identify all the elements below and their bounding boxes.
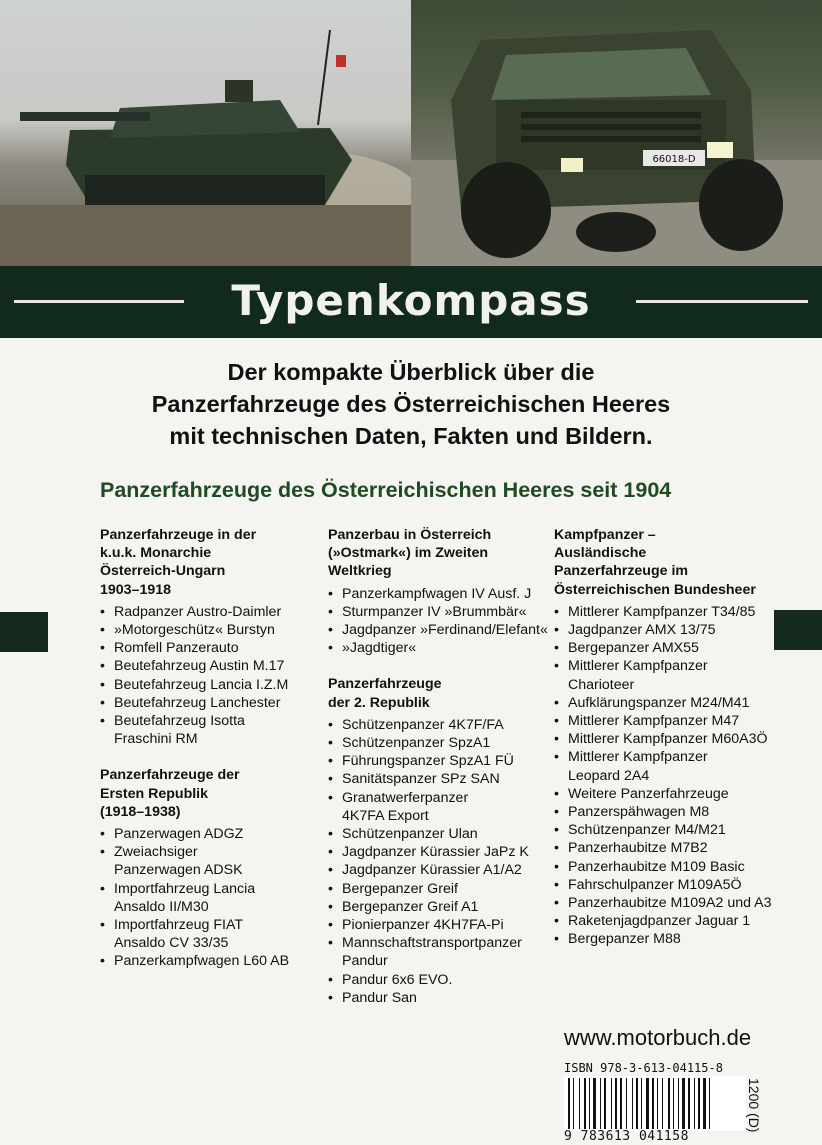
- list-item: • Mittlerer Kampfpanzer: [554, 657, 780, 675]
- list-item: • Sanitätspanzer SPz SAN: [328, 770, 550, 788]
- list-item: • Beutefahrzeug Austin M.17: [100, 657, 320, 675]
- barcode-bar: [698, 1078, 700, 1129]
- barcode-bar: [604, 1078, 606, 1129]
- armored-vehicle-photo: [411, 0, 822, 266]
- section-title: [554, 526, 780, 599]
- section-title-line: Panzerfahrzeuge im: [554, 563, 689, 580]
- section-title-line: Österreich-Ungarn: [100, 563, 226, 580]
- list-item: • Weitere Panzerfahrzeuge: [554, 785, 780, 803]
- barcode-bar: [600, 1078, 601, 1129]
- tagline-line: mit technischen Daten, Fakten und Bildern.: [169, 423, 653, 449]
- section-title-line: Panzerfahrzeuge der: [100, 767, 240, 784]
- list-item: • Schützenpanzer SpzA1: [328, 734, 550, 752]
- barcode: [564, 1076, 746, 1131]
- isbn: ISBN 978-3-613-04115-8: [564, 1061, 723, 1075]
- column-1: [100, 526, 320, 971]
- vehicle-list: [554, 603, 780, 949]
- list-item: • Panzerkampfwagen IV Ausf. J: [328, 585, 550, 603]
- list-item: • Panzerwagen ADGZ: [100, 825, 320, 843]
- vehicle-list: [100, 825, 320, 971]
- barcode-bar: [579, 1078, 580, 1129]
- list-item-continuation: [100, 934, 320, 952]
- barcode-bar: [593, 1078, 596, 1129]
- section-title-line: Weltkrieg: [328, 563, 392, 580]
- cover-photos: [0, 0, 822, 266]
- list-item: • Beutefahrzeug Lancia I.Z.M: [100, 676, 320, 694]
- headline: Panzerfahrzeuge des Österreichischen Heeres seit 1904: [100, 478, 672, 502]
- list-item: • Bergepanzer Greif A1: [328, 898, 550, 916]
- list-item: • Importfahrzeug FIAT: [100, 916, 320, 934]
- list-item: • Panzerspähwagen M8: [554, 803, 780, 821]
- list-item: • Bergepanzer Greif: [328, 880, 550, 898]
- barcode-bar: [641, 1078, 642, 1129]
- tagline-line: Der kompakte Überblick über die: [227, 359, 595, 385]
- barcode-bar: [626, 1078, 627, 1129]
- list-item: • Mittlerer Kampfpanzer T34/85: [554, 603, 780, 621]
- list-item: • Beutefahrzeug Isotta: [100, 712, 320, 730]
- list-item: • Pandur San: [328, 989, 550, 1007]
- list-item-continuation: [100, 898, 320, 916]
- list-item: • Schützenpanzer Ulan: [328, 825, 550, 843]
- list-item: • Aufklärungspanzer M24/M41: [554, 694, 780, 712]
- publisher-website: www.motorbuch.de: [564, 1025, 752, 1050]
- list-item-text: Ansaldo CV 33/35: [114, 935, 229, 952]
- barcode-bar: [584, 1078, 586, 1129]
- barcode-bar: [568, 1078, 570, 1129]
- list-item: • Panzerhaubitze M109A2 und A3: [554, 894, 780, 912]
- section-title-line: Ausländische: [554, 545, 647, 562]
- list-item: • Schützenpanzer M4/M21: [554, 821, 780, 839]
- section-title-line: (»Ostmark«) im Zweiten: [328, 545, 489, 562]
- section-title: [100, 766, 320, 821]
- list-item-text: Fraschini RM: [114, 731, 198, 748]
- series-title: Typenkompass: [231, 276, 591, 325]
- list-item: • Radpanzer Austro-Daimler: [100, 603, 320, 621]
- vehicle-list: [100, 603, 320, 749]
- list-item: • Mittlerer Kampfpanzer M47: [554, 712, 780, 730]
- list-item-text: Pandur: [342, 953, 388, 970]
- list-item: • Jagdpanzer Kürassier JaPz K: [328, 843, 550, 861]
- barcode-bar: [688, 1078, 690, 1129]
- list-item: • Mittlerer Kampfpanzer M60A3Ö: [554, 730, 780, 748]
- list-item: • Jagdpanzer AMX 13/75: [554, 621, 780, 639]
- vehicle-list: [328, 716, 550, 1007]
- barcode-bar: [611, 1078, 612, 1129]
- barcode-bar: [662, 1078, 663, 1129]
- column-2: [328, 526, 550, 1007]
- list-item: • Pandur 6x6 EVO.: [328, 971, 550, 989]
- list-item: • Führungspanzer SpzA1 FÜ: [328, 752, 550, 770]
- list-item-continuation: [100, 730, 320, 748]
- list-item-continuation: [554, 676, 780, 694]
- barcode-bar: [646, 1078, 649, 1129]
- list-item: • Jagdpanzer »Ferdinand/Elefant«: [328, 621, 550, 639]
- list-item: • Panzerhaubitze M7B2: [554, 839, 780, 857]
- barcode-bar: [589, 1078, 590, 1129]
- section-title: [100, 526, 320, 599]
- section-title-line: Österreichischen Bundesheer: [554, 581, 756, 598]
- barcode-bar: [615, 1078, 617, 1129]
- barcode-bar: [682, 1078, 685, 1129]
- vehicle-list: [328, 585, 550, 658]
- list-item-text: Panzerwagen ADSK: [114, 862, 243, 879]
- list-item: • Beutefahrzeug Lanchester: [100, 694, 320, 712]
- list-item: • Fahrschulpanzer M109A5Ö: [554, 876, 780, 894]
- tagline: [0, 356, 822, 452]
- barcode-bar: [694, 1078, 695, 1129]
- barcode-bar: [668, 1078, 670, 1129]
- list-item: • Granatwerferpanzer: [328, 789, 550, 807]
- barcode-bar: [703, 1078, 706, 1129]
- list-item: • Importfahrzeug Lancia: [100, 880, 320, 898]
- list-item-continuation: [554, 767, 780, 785]
- list-item: • Panzerhaubitze M109 Basic: [554, 858, 780, 876]
- section-title-line: k.u.k. Monarchie: [100, 545, 212, 562]
- list-item: • Bergepanzer AMX55: [554, 639, 780, 657]
- list-item-text: 4K7FA Export: [342, 807, 429, 824]
- price: 1200 (D): [746, 1078, 762, 1133]
- list-item: • Bergepanzer M88: [554, 930, 780, 948]
- list-item-continuation: [100, 861, 320, 879]
- barcode-bar: [573, 1078, 574, 1129]
- list-item: • Jagdpanzer Kürassier A1/A2: [328, 861, 550, 879]
- list-item: • Zweiachsiger: [100, 843, 320, 861]
- section-title-line: 1903–1918: [100, 581, 172, 598]
- barcode-bar: [678, 1078, 679, 1129]
- list-item: • Sturmpanzer IV »Brummbär«: [328, 603, 550, 621]
- section-title-line: Ersten Republik: [100, 785, 209, 802]
- side-marker-right: [774, 610, 822, 650]
- list-item-text: Charioteer: [568, 676, 635, 693]
- barcode-bar: [620, 1078, 622, 1129]
- list-item: • Raketenjagdpanzer Jaguar 1: [554, 912, 780, 930]
- side-marker-left: [0, 612, 48, 652]
- section-title-line: (1918–1938): [100, 803, 181, 820]
- list-item: • Schützenpanzer 4K7F/FA: [328, 716, 550, 734]
- list-item-continuation: [328, 952, 550, 970]
- barcode-bar: [636, 1078, 638, 1129]
- list-item-text: Ansaldo II/M30: [114, 898, 209, 915]
- section-title: [328, 675, 550, 711]
- list-item: • Pionierpanzer 4KH7FA-Pi: [328, 916, 550, 934]
- list-item: • »Motorgeschütz« Burstyn: [100, 621, 320, 639]
- section-title-line: Kampfpanzer –: [554, 527, 656, 543]
- list-item-continuation: [328, 807, 550, 825]
- tagline-line: Panzerfahrzeuge des Österreichischen Heeres: [151, 391, 671, 417]
- barcode-bar: [632, 1078, 633, 1129]
- barcode-number: 9 783613 041158: [564, 1129, 689, 1144]
- section-title-line: der 2. Republik: [328, 694, 430, 711]
- section-title-line: Panzerbau in Österreich: [328, 527, 492, 543]
- list-item: • Romfell Panzerauto: [100, 639, 320, 657]
- barcode-bar: [657, 1078, 658, 1129]
- list-item: • Mannschaftstransportpanzer: [328, 934, 550, 952]
- section-title-line: Panzerfahrzeuge: [328, 676, 442, 693]
- section-title: [328, 526, 550, 581]
- section-title-line: Panzerfahrzeuge in der: [100, 527, 257, 543]
- barcode-bar: [709, 1078, 710, 1129]
- license-plate: 66018-D: [652, 154, 696, 165]
- tank-photo: [0, 0, 411, 266]
- list-item-text: Leopard 2A4: [568, 767, 650, 784]
- list-item: • »Jagdtiger«: [328, 639, 550, 657]
- barcode-bar: [673, 1078, 674, 1129]
- list-item: • Mittlerer Kampfpanzer: [554, 748, 780, 766]
- column-3: [554, 526, 780, 949]
- barcode-bar: [652, 1078, 654, 1129]
- list-item: • Panzerkampfwagen L60 AB: [100, 952, 320, 970]
